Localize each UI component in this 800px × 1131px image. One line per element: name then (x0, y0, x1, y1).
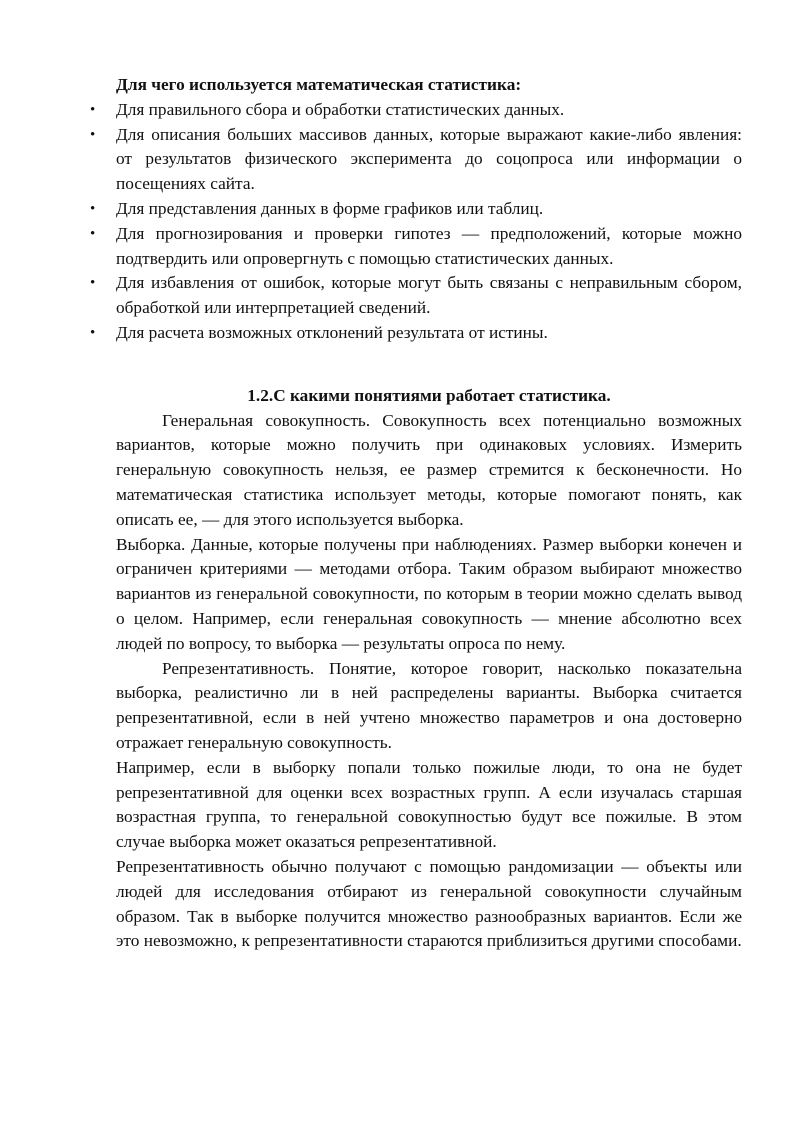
list-item-text: Для представления данных в форме графиков или таблиц. (116, 198, 544, 218)
bullet-icon: • (90, 324, 96, 341)
paragraph-sample: Выборка. Данные, которые получены при наблюдениях. Размер выборки конечен и ограничен критериями — методами отбора. Таким образом выбирают множество вариантов из генеральной совокупности, по которым в теории можно сделать вывод о целом. Например, если генеральная совокупность — мнение абсолютно всех людей по вопросу, то выборка — результаты опроса по нему. (116, 534, 742, 653)
bullet-icon: • (90, 275, 96, 292)
paragraph-general-population: Генеральная совокупность. Совокупность всех потенциально возможных вариантов, которые можно получить при одинаковых условиях. Измерить генеральную совокупность нельзя, ее размер стремится к бесконечности. Но математическая статистика использует методы, которые помогают понять, как описать ее, — для этого используется выборка. (116, 410, 742, 529)
list-item (90, 98, 742, 123)
bullet-icon: • (90, 200, 96, 217)
paragraph-example: Например, если в выборку попали только пожилые люди, то она не будет репрезентативной для оценки всех возрастных групп. А если изучалась старшая возрастная группа, то генеральной совокупностью будут все пожилые. В этом случае выборка может оказаться репрезентативной. (116, 757, 742, 852)
list-item (90, 123, 742, 197)
paragraph-representativeness: Репрезентативность. Понятие, которое говорит, насколько показательна выборка, реалистично ли в ней распределены варианты. Выборка считается репрезентативной, если в ней учтено множество параметров и она достоверно отражает генеральную совокупность. (116, 658, 742, 752)
purpose-list (90, 98, 742, 346)
bullet-icon: • (90, 126, 96, 143)
intro-heading: Для чего используется математическая статистика: (116, 75, 522, 94)
list-item (90, 321, 742, 346)
list-item-text: Для избавления от ошибок, которые могут быть связаны с неправильным сбором, обработкой или интерпретацией сведений. (116, 273, 742, 318)
section-title: 1.2.С какими понятиями работает статистика. (247, 385, 611, 405)
list-item (90, 197, 742, 222)
bullet-icon: • (90, 225, 96, 242)
list-item-text: Для описания больших массивов данных, которые выражают какие-либо явления: от результатов физического эксперимента до соцопроса или информации о посещениях сайта. (116, 124, 742, 194)
document-content (90, 73, 742, 954)
bullet-icon: • (90, 101, 96, 118)
list-item (90, 222, 742, 272)
list-item-text: Для правильного сбора и обработки статистических данных. (116, 99, 565, 119)
list-item-text: Для расчета возможных отклонений результата от истины. (116, 322, 548, 342)
list-item-text: Для прогнозирования и проверки гипотез — предположений, которые можно подтвердить или опровергнуть с помощью статистических данных. (116, 223, 742, 268)
paragraph-randomization: Репрезентативность обычно получают с помощью рандомизации — объекты или людей для исследования отбирают из генеральной совокупности случайным образом. Так в выборке получится множество разнообразных вариантов. Если же это невозможно, к репрезентативности стараются приблизиться другими способами. (116, 856, 742, 951)
list-item (90, 271, 742, 321)
